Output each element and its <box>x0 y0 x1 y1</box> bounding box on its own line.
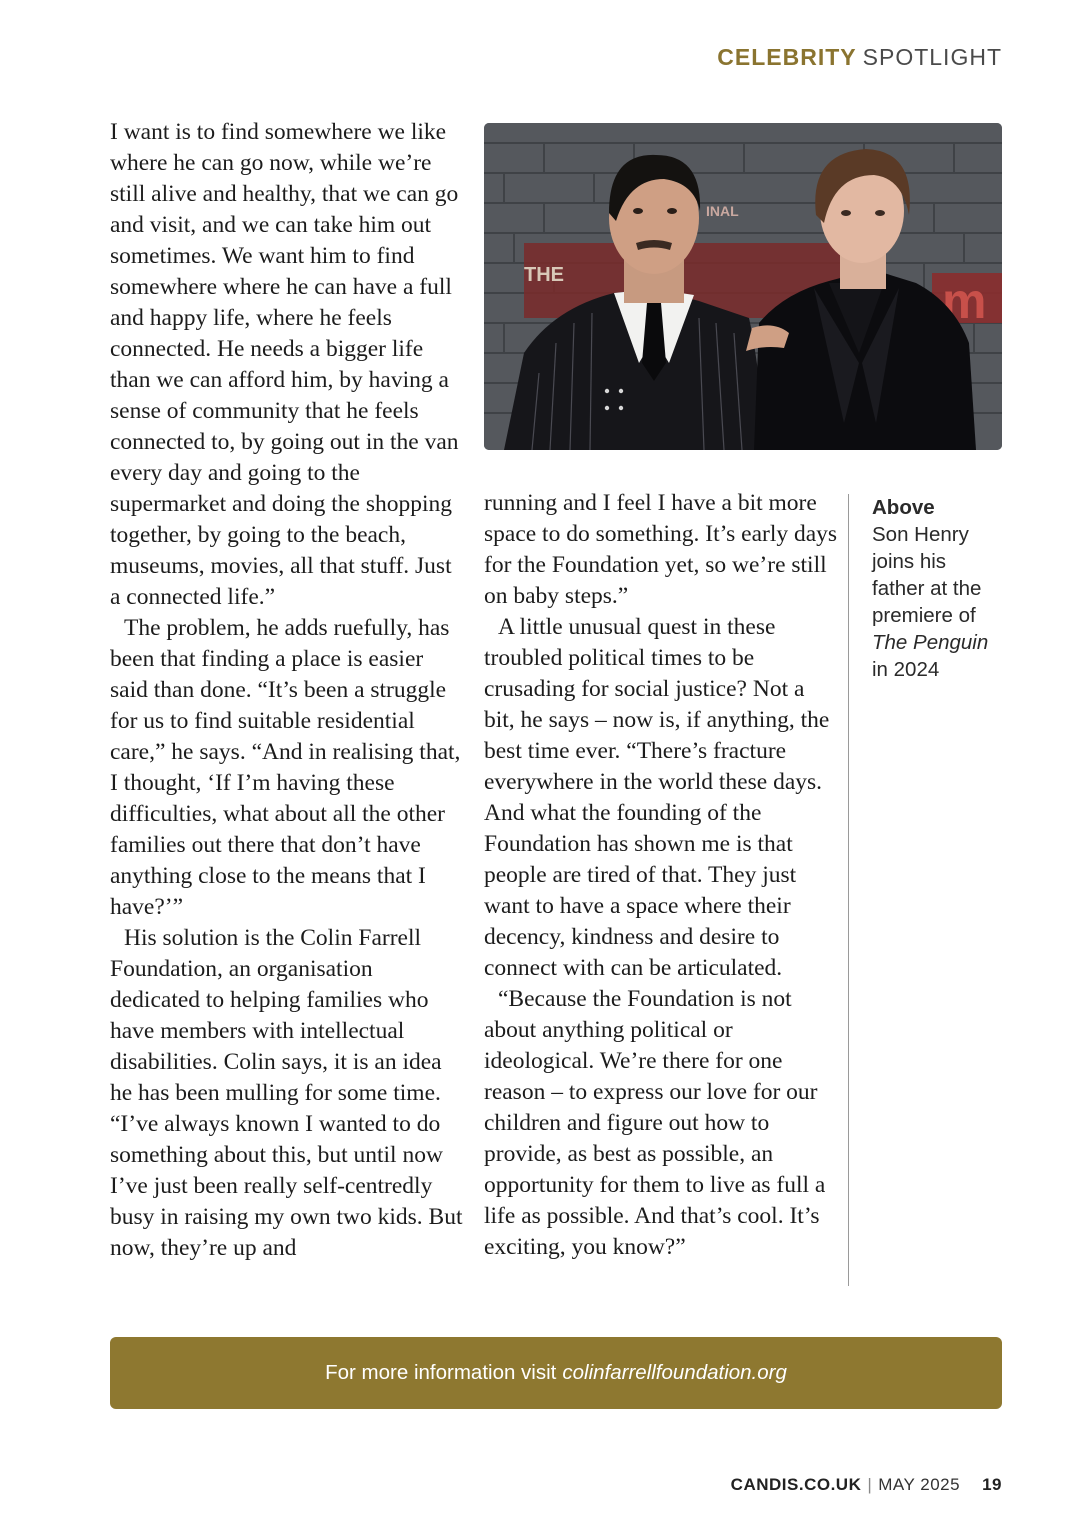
article-paragraph: running and I feel I have a bit more space to do something. It’s early days for the Foundation yet, so we’re still on baby steps.” <box>484 490 838 609</box>
article-paragraph: A little unusual quest in these troubled political times to be crusading for social justice? Not a bit, he says – now is, if anything, the best time ever. “There’s fracture everywhere in the world these days. And what the founding of the Foundation has shown me is that people are tired of that. They just want to have a space where their decency, kindness and desire to connect with can be articulated. <box>484 614 830 981</box>
backdrop-text: INAL <box>706 203 739 219</box>
page-footer <box>731 1475 1002 1495</box>
article-column-left <box>110 117 466 1264</box>
section-title-strong: CELEBRITY <box>717 44 857 70</box>
footer-divider: | <box>867 1475 873 1494</box>
info-banner <box>110 1337 1002 1409</box>
footer-issue: MAY 2025 <box>878 1475 961 1494</box>
section-title-light: SPOTLIGHT <box>862 44 1002 70</box>
caption-title: Above <box>872 496 935 519</box>
article-paragraph: “Because the Foundation is not about anything political or ideological. We’re there for one reason – to express our love for our children and figure out how to provide, as best as possible, an opportunity for them to live as full a life as possible. And that’s cool. It’s exciting, you know?” <box>484 986 826 1260</box>
article-paragraph: His solution is the Colin Farrell Foundation, an organisation dedicated to helping families who have members with intellectual disabilities. Colin says, it is an idea he has been mulling for some time. “I’ve always known I wanted to do something about this, but until now I’ve just been really self-centredly busy in raising my own two kids. But now, they’re up and <box>110 925 463 1261</box>
backdrop-text: THE <box>524 264 564 286</box>
page-number: 19 <box>982 1475 1002 1494</box>
section-header <box>717 44 1002 71</box>
article-photo <box>484 123 1002 450</box>
article-column-middle <box>484 488 840 1263</box>
backdrop-text: m <box>942 273 987 329</box>
photo-caption <box>848 494 998 1286</box>
caption-text-end: in 2024 <box>872 658 940 681</box>
banner-text: For more information visit <box>325 1361 557 1384</box>
banner-link[interactable]: colinfarrellfoundation.org <box>562 1361 787 1384</box>
caption-text: Son Henry joins his father at the premiere of <box>872 523 982 627</box>
photo-illustration <box>484 123 1002 450</box>
article-paragraph: I want is to find somewhere we like where he can go now, while we’re still alive and healthy, that we can go and visit, and we can take him out sometimes. We want him to find somewhere where he can have a full and happy life, where he feels connected. He needs a bigger life than we can afford him, by having a sense of community that he feels connected to, by going out in the van every day and going to the supermarket and doing the shopping together, by going to the beach, museums, movies, all that stuff. Just a connected life.” <box>110 119 459 610</box>
footer-site: CANDIS.CO.UK <box>730 1475 862 1494</box>
article-paragraph: The problem, he adds ruefully, has been that finding a place is easier said than done. “It’s been a struggle for us to find suitable residential care,” he says. “And in realising that, I thought, ‘If I’m having these difficulties, what about all the other families out there that don’t have anything close to the means that I have?’” <box>110 615 461 920</box>
caption-show-title: The Penguin <box>872 631 989 654</box>
